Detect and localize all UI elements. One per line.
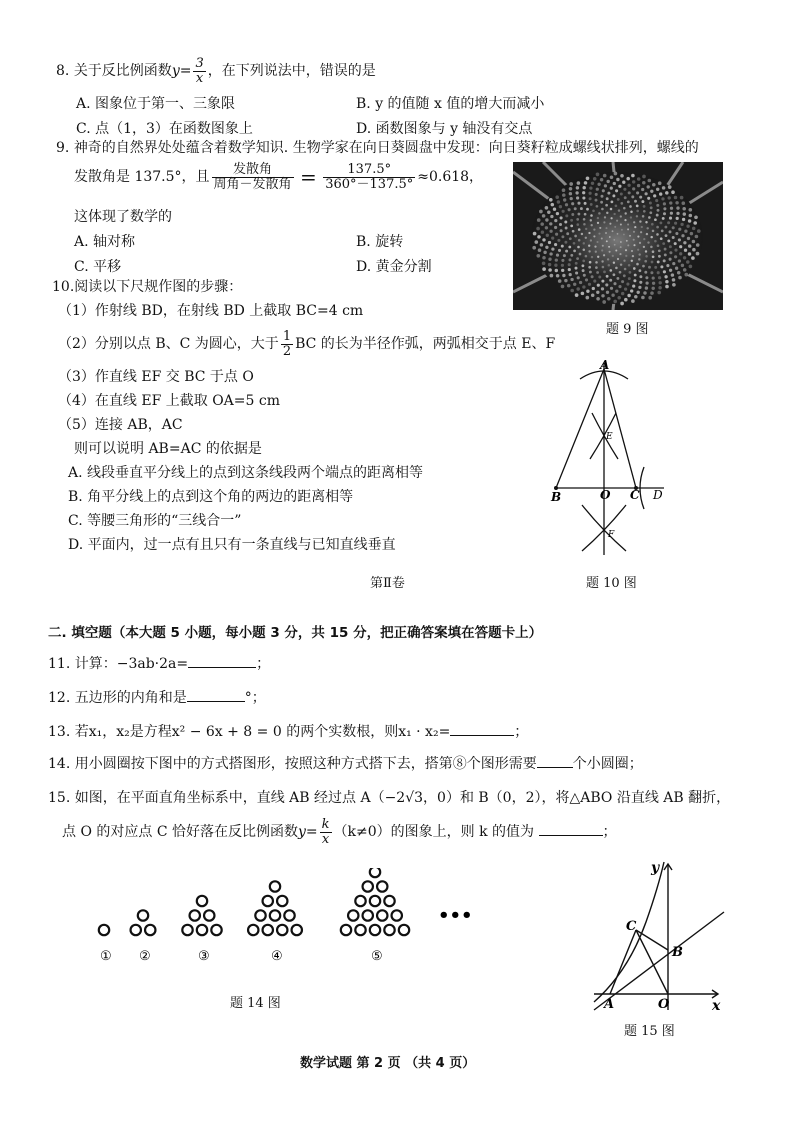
q8-option-b: B. y 的值随 x 值的增大而减小 xyxy=(356,96,545,112)
pattern-label-5: ⑤ xyxy=(371,949,383,964)
small-circle xyxy=(270,881,280,891)
line-ab xyxy=(594,912,724,1010)
small-circle xyxy=(399,925,409,935)
label-d: D xyxy=(653,488,663,502)
q14-caption: 题 14 图 xyxy=(230,996,281,1011)
q10-caption: 题 10 图 xyxy=(586,576,637,591)
small-circle xyxy=(138,910,148,920)
small-circle xyxy=(145,925,155,935)
small-circle xyxy=(197,925,207,935)
q9-caption: 题 9 图 xyxy=(606,322,649,337)
q8-stem: 8. 关于反比例函数y= $\frac{3}{x}$ ，在下列说法中，错误的是 xyxy=(56,56,376,86)
page-footer: 数学试题 第 2 页 （共 4 页） xyxy=(300,1056,476,1071)
small-circle xyxy=(197,896,207,906)
q11-answer-blank[interactable] xyxy=(188,655,256,668)
figure-15 xyxy=(588,852,728,1012)
q9-line2: 发散角是 137.5°，且 $\frac{\text{发散角}}{\text{周角－发散角}}$ = $\frac{137.5^\circ}{360^\circ-137.5^\circ}$ ≈0.618， xyxy=(74,162,484,192)
q15-line2: 点 O 的对应点 C 恰好落在反比例函数y= $\frac{k}{x}$ （k≠0）的图象上，则 k 的值为 ； xyxy=(62,817,617,847)
q9-option-b: B. 旋转 xyxy=(356,234,404,250)
figure-10 xyxy=(540,355,680,560)
q15-caption: 题 15 图 xyxy=(624,1024,675,1039)
label-b: B xyxy=(551,490,562,504)
q13-answer-blank[interactable] xyxy=(450,723,514,736)
small-circle xyxy=(377,881,387,891)
small-circle xyxy=(292,925,302,935)
q10-step4: （4）在直线 EF 上截取 OA=5 cm xyxy=(58,393,280,409)
arc-e-left xyxy=(592,413,618,459)
pattern-label-3: ③ xyxy=(198,949,210,964)
label-o: O xyxy=(600,488,611,502)
segment-ac xyxy=(610,930,636,994)
label-c: C xyxy=(626,919,637,934)
label-a: A xyxy=(600,358,610,372)
small-circle xyxy=(355,896,365,906)
small-circle xyxy=(363,910,373,920)
label-y: y xyxy=(651,860,660,876)
q10-question: 则可以说明 AB=AC 的依据是 xyxy=(74,441,262,457)
q8-option-c: C. 点（1，3）在函数图象上 xyxy=(76,121,253,137)
small-circle xyxy=(99,925,109,935)
label-c: C xyxy=(630,488,640,502)
small-circle xyxy=(384,896,394,906)
q14-answer-blank[interactable] xyxy=(537,755,573,768)
segment-ac xyxy=(604,369,636,488)
small-circle xyxy=(370,868,380,877)
q15-answer-blank[interactable] xyxy=(539,823,603,836)
label-f: F xyxy=(608,530,615,540)
continuation-dots: ••• xyxy=(438,905,473,926)
label-x: x xyxy=(712,998,721,1012)
q9-option-a: A. 轴对称 xyxy=(74,234,136,250)
small-circle xyxy=(277,925,287,935)
pattern-label-4: ④ xyxy=(271,949,283,964)
q9-option-c: C. 平移 xyxy=(74,259,122,275)
small-circle xyxy=(370,925,380,935)
volume-2-title: 第Ⅱ卷 xyxy=(370,576,405,591)
small-circle xyxy=(131,925,141,935)
q10-step2: （2）分别以点 B、C 为圆心，大于 $\frac{1}{2}$ BC 的长为半径作弧，两弧相交于点 E、F xyxy=(58,329,556,359)
pattern-label-1: ① xyxy=(100,949,112,964)
q12: 12. 五边形的内角和是 °； xyxy=(48,690,266,706)
small-circle xyxy=(248,925,258,935)
small-circle xyxy=(182,925,192,935)
label-a: A xyxy=(604,997,615,1012)
label-e: E xyxy=(606,432,613,442)
q10-step3: （3）作直线 EF 交 BC 于点 O xyxy=(58,369,254,385)
q8-option-a: A. 图象位于第一、三象限 xyxy=(76,96,236,112)
q9-line1: 9. 神奇的自然界处处蕴含着数学知识. 生物学家在向日葵圆盘中发现：向日葵籽粒成螺线状排列，螺线的 xyxy=(56,140,699,156)
small-circle xyxy=(370,896,380,906)
q12-answer-blank[interactable] xyxy=(187,689,245,702)
small-circle xyxy=(363,881,373,891)
sunflower-image xyxy=(513,162,723,310)
small-circle xyxy=(348,910,358,920)
small-circle xyxy=(270,910,280,920)
small-circle xyxy=(392,910,402,920)
q10-intro: 10.阅读以下尺规作图的步骤： xyxy=(52,279,243,295)
q15-line1: 15. 如图，在平面直角坐标系中，直线 AB 经过点 A（−2√3，0）和 B（0，2），将△ABO 沿直线 AB 翻折， xyxy=(48,790,731,806)
q10-option-a: A. 线段垂直平分线上的点到这条线段两个端点的距离相等 xyxy=(68,465,424,481)
q10-option-c: C. 等腰三角形的“三线合一” xyxy=(68,513,242,529)
small-circle xyxy=(204,910,214,920)
small-circle xyxy=(190,910,200,920)
q10-option-b: B. 角平分线上的点到这个角的两边的距离相等 xyxy=(68,489,354,505)
q10-option-d: D. 平面内，过一点有且只有一条直线与已知直线垂直 xyxy=(68,537,396,553)
small-circle xyxy=(384,925,394,935)
q13: 13. 若x₁，x₂是方程x² − 6x + 8 = 0 的两个实数根，则x₁ · x₂= ； xyxy=(48,724,529,740)
q10-step1: （1）作射线 BD，在射线 BD 上截取 BC=4 cm xyxy=(58,303,364,319)
q9-line3: 这体现了数学的 xyxy=(74,209,172,225)
small-circle xyxy=(277,896,287,906)
small-circle xyxy=(255,910,265,920)
pattern-label-2: ② xyxy=(139,949,151,964)
label-b: B xyxy=(672,945,683,960)
q9-option-d: D. 黄金分割 xyxy=(356,259,432,275)
q8-option-d: D. 函数图象与 y 轴没有交点 xyxy=(356,121,533,137)
small-circle xyxy=(211,925,221,935)
segment-ab xyxy=(556,369,604,488)
small-circle xyxy=(377,910,387,920)
section-2-heading: 二. 填空题（本大题 5 小题，每小题 3 分，共 15 分，把正确答案填在答题卡上） xyxy=(48,625,543,641)
small-circle xyxy=(263,896,273,906)
small-circle xyxy=(355,925,365,935)
small-circle xyxy=(284,910,294,920)
small-circle xyxy=(263,925,273,935)
figure-14 xyxy=(90,868,480,968)
q11: 11. 计算：−3ab·2a= ； xyxy=(48,656,271,672)
label-o: O xyxy=(658,997,670,1012)
q10-step5: （5）连接 AB，AC xyxy=(58,417,183,433)
small-circle xyxy=(341,925,351,935)
q14: 14. 用小圆圈按下图中的方式搭图形，按照这种方式搭下去，搭第⑧个图形需要 个小圆圈； xyxy=(48,756,643,772)
